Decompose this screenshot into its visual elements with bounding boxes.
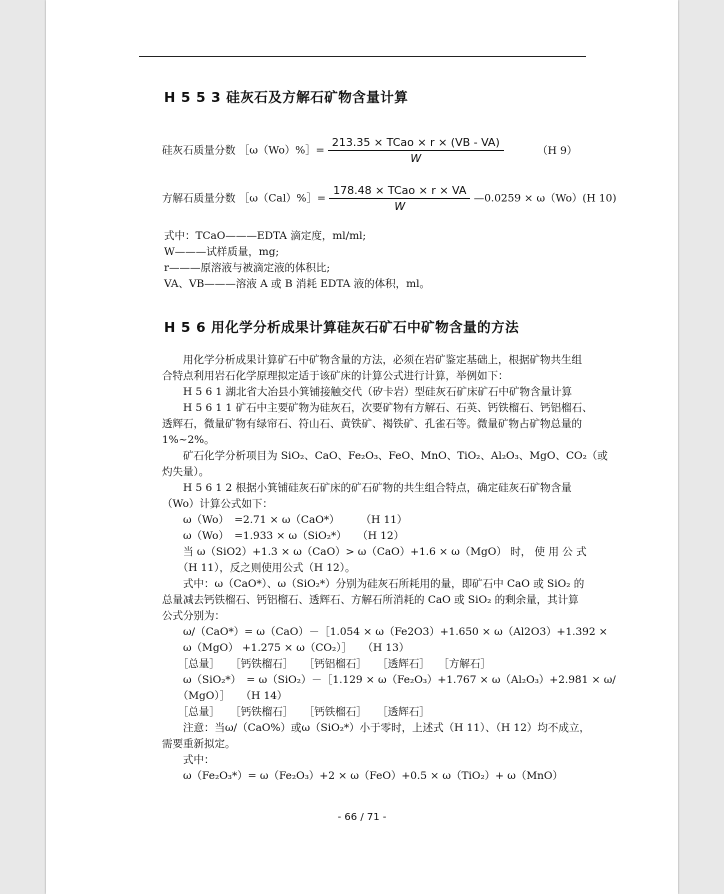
equation-h9-denominator: W bbox=[410, 152, 422, 165]
text-line: 用化学分析成果计算矿石中矿物含量的方法，必须在岩矿鉴定基础上，根据矿物共生组 bbox=[162, 354, 582, 366]
formula-line: （MgO）］ （H 14） bbox=[162, 690, 288, 702]
text-line: 透辉石，微量矿物有绿帘石、符山石、黄铁矿、褐铁矿、孔雀石等。微量矿物占矿物总量的 bbox=[162, 418, 582, 430]
formula-line: ω/（CaO*）= ω（CaO）－［1.054 × ω（Fe2O3）+1.650 × ω（Al2O3）+1.392 × bbox=[162, 626, 608, 638]
equation-h9-number: （H 9） bbox=[537, 144, 578, 157]
equation-h9-numerator: 213.35 × TCao × r × (VB - VA) bbox=[328, 136, 504, 151]
equation-h9-label: 硅灰石质量分数 ［ω（Wo）%］= bbox=[162, 144, 325, 157]
equation-h10-numerator: 178.48 × TCao × r × VA bbox=[329, 184, 470, 199]
text-line: 当 ω（SiO2）+1.3 × ω（CaO）> ω（CaO）+1.6 × ω（MgO） 时， 使 用 公 式 bbox=[162, 546, 587, 558]
text-line: 合特点利用岩石化学原理拟定适于该矿床的计算公式进行计算，举例如下： bbox=[162, 370, 509, 382]
text-line: 公式分别为： bbox=[162, 610, 225, 622]
formula-line: ω（Wo） =1.933 × ω（SiO₂*） （H 12） bbox=[162, 530, 405, 542]
equation-h10 bbox=[162, 184, 616, 213]
equation-h10-tail: —0.0259 × ω（Wo）(H 10) bbox=[473, 192, 617, 205]
text-line: H 5 6 1 湖北省大冶县小箕铺接触交代（矽卡岩）型硅灰石矿床矿石中矿物含量计算 bbox=[162, 386, 573, 398]
equation-h9 bbox=[162, 136, 577, 165]
formula-line: ω（SiO₂*） = ω（SiO₂）－［1.129 × ω（Fe₂O₃）+1.767 × ω（Al₂O₃）+2.981 × ω/ bbox=[162, 674, 616, 686]
text-line: 1%~2%。 bbox=[162, 434, 215, 446]
formula-line: ω（Fe₂O₃*）= ω（Fe₂O₃）+2 × ω（FeO）+0.5 × ω（TiO₂）+ ω（MnO） bbox=[162, 770, 563, 782]
page-number: - 66 / 71 - bbox=[337, 812, 387, 823]
formula-line: ω（MgO） +1.275 × ω（CO₂）］ （H 13） bbox=[162, 642, 410, 654]
text-line: （H 11），反之则使用公式（H 12）。 bbox=[162, 562, 356, 574]
equation-h10-label: 方解石质量分数 ［ω（Cal）%］= bbox=[162, 192, 326, 205]
text-line: 注意：当ω/（CaO%）或ω（SiO₂*）小于零时，上述式（H 11）、（H 12）均不成立， bbox=[162, 722, 590, 734]
text-line: 矿石化学分析项目为 SiO₂、CaO、Fe₂O₃、FeO、MnO、TiO₂、Al₂O₃、MgO、CO₂（或 bbox=[162, 450, 608, 462]
definition-line: 式中：TCaO———EDTA 滴定度，ml/ml; bbox=[164, 230, 367, 242]
section-heading-h56: H 5 6 用化学分析成果计算硅灰石矿石中矿物含量的方法 bbox=[164, 320, 520, 336]
text-line: H 5 6 1 1 矿石中主要矿物为硅灰石，次要矿物有方解石、石英、钙铁榴石、钙铝榴石、 bbox=[162, 402, 593, 414]
equation-h9-fraction bbox=[328, 136, 504, 165]
formula-line: ω（Wo） =2.71 × ω（CaO*） （H 11） bbox=[162, 514, 408, 526]
definition-line: r———原溶液与被滴定液的体积比; bbox=[164, 262, 331, 274]
body-text bbox=[162, 352, 616, 784]
text-line: H 5 6 1 2 根据小箕铺硅灰石矿床的矿石矿物的共生组合特点，确定硅灰石矿物含量 bbox=[162, 482, 572, 494]
formula-annotation-line: ［总量］ ［钙铁榴石］ ［钙铁榴石］ ［透辉石］ bbox=[162, 706, 430, 718]
document-page bbox=[46, 0, 678, 894]
header-rule bbox=[139, 56, 586, 57]
text-line: 总量减去钙铁榴石、钙铝榴石、透辉石、方解石所消耗的 CaO 或 SiO₂ 的剩余量，其计算 bbox=[162, 594, 579, 606]
formula-annotation-line: ［总量］ ［钙铁榴石］ ［钙铝榴石］ ［透辉石］ ［方解石］ bbox=[162, 658, 491, 670]
definition-line: VA、VB———溶液 A 或 B 消耗 EDTA 液的体积，ml。 bbox=[164, 278, 430, 290]
text-line: 灼失量）。 bbox=[162, 466, 210, 478]
equation-h10-denominator: W bbox=[394, 200, 406, 213]
equation-h10-fraction bbox=[329, 184, 470, 213]
text-line: （Wo）计算公式如下： bbox=[162, 498, 273, 510]
section-heading-h553: H 5 5 3 硅灰石及方解石矿物含量计算 bbox=[164, 90, 409, 106]
text-line: 式中：ω（CaO*）、ω（SiO₂*）分别为硅灰石所耗用的量，即矿石中 CaO 或 SiO₂ 的 bbox=[162, 578, 585, 590]
definition-line: W———试样质量，mg; bbox=[164, 246, 280, 258]
text-line: 需要重新拟定。 bbox=[162, 738, 236, 750]
text-line: 式中： bbox=[162, 754, 215, 766]
